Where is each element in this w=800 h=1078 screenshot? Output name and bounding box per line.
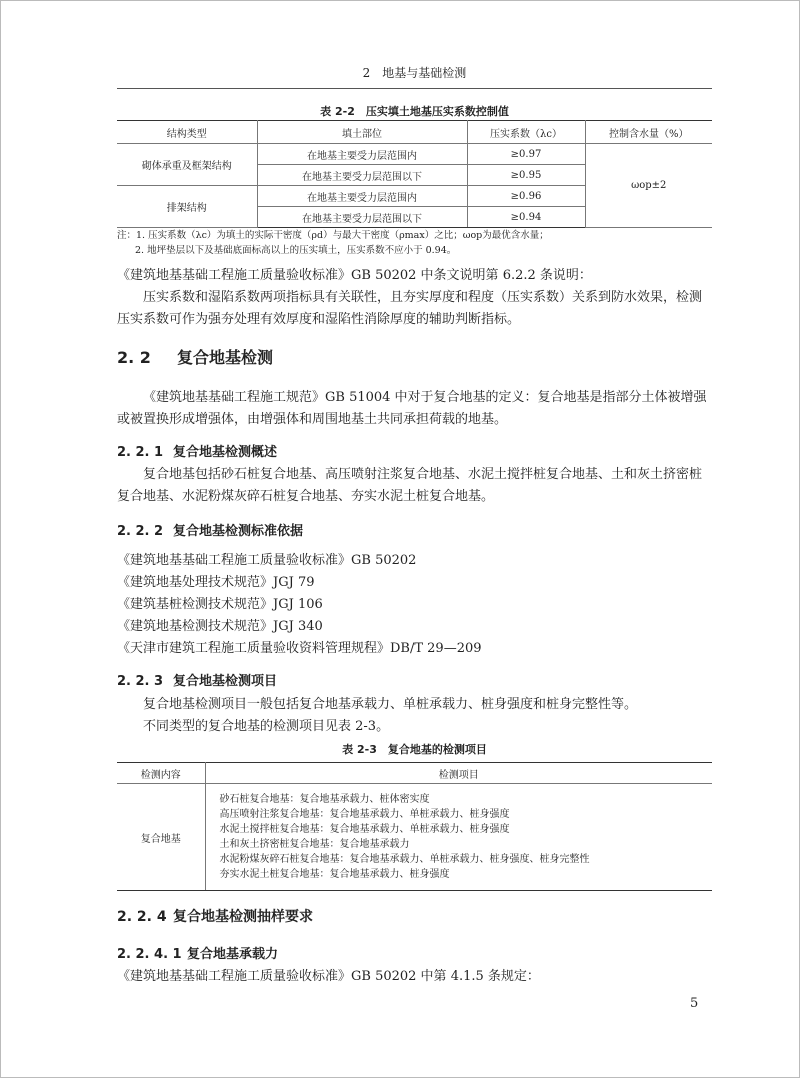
running-header: 2 地基与基础检测 xyxy=(362,66,467,80)
position-cell: 在地基主要受力层范围以下 xyxy=(257,207,467,228)
position-cell: 在地基主要受力层范围内 xyxy=(257,144,467,165)
paragraph: 复合地基包括砂石桩复合地基、高压喷射注浆复合地基、水泥土搅拌桩复合地基、土和灰土挤密桩复合地基、水泥粉煤灰碎石桩复合地基、夯实水泥土桩复合地基。 xyxy=(117,467,703,504)
paragraph: 压实系数和湿陷系数两项指标具有关联性，且夯实厚度和程度（压实系数）关系到防水效果，检测压实系数可作为强夯处理有效厚度和湿陷性消除厚度的辅助判断指标。 xyxy=(117,290,703,327)
header-cell: 结构类型 xyxy=(117,121,257,144)
header-cell: 压实系数（λc） xyxy=(467,121,585,144)
section-heading-2-2-1 xyxy=(117,441,277,460)
table-notes xyxy=(117,228,712,258)
structure-type-cell: 砌体承重及框架结构 xyxy=(117,144,257,186)
section-number: 2. 2. 4. 1 xyxy=(117,947,182,962)
section-heading-2-2 xyxy=(117,345,273,368)
coefficient-cell: ≥0.95 xyxy=(467,165,585,186)
section-heading-2-2-2 xyxy=(117,520,303,539)
item-line: 高压喷射注浆复合地基：复合地基承载力、单桩承载力、桩身强度 xyxy=(219,809,510,820)
category-cell: 复合地基 xyxy=(117,784,205,891)
standards-list xyxy=(117,550,712,660)
table-row xyxy=(117,144,712,165)
coefficient-cell: ≥0.94 xyxy=(467,207,585,228)
item-line: 水泥粉煤灰碎石桩复合地基：复合地基承载力、单桩承载力、桩身强度、桩身完整性 xyxy=(219,854,590,865)
page-number: 5 xyxy=(690,996,699,1011)
note-2: 2. 地坪垫层以下及基础底面标高以上的压实填土，压实系数不应小于 0.94。 xyxy=(135,245,457,256)
table-header-row xyxy=(117,121,712,144)
table-2-2 xyxy=(117,120,712,228)
note-1: 注：1. 压实系数（λc）为填土的实际干密度（ρd）与最大干密度（ρmax）之比；ωop为最优含水量； xyxy=(117,230,549,241)
water-content-cell: ωop±2 xyxy=(585,144,712,228)
coefficient-cell: ≥0.97 xyxy=(467,144,585,165)
section-heading-2-2-4 xyxy=(117,906,313,926)
list-item: 《建筑地基处理技术规范》JGJ 79 xyxy=(117,575,315,590)
paragraph: 《建筑地基基础工程施工质量验收标准》GB 50202 中条文说明第 6.2.2 条说明： xyxy=(117,268,592,283)
section-title: 复合地基检测项目 xyxy=(173,674,278,689)
table-2-2-title: 表 2-2 压实填土地基压实系数控制值 xyxy=(320,105,509,118)
list-item: 《天津市建筑工程施工质量验收资料管理规程》DB/T 29—209 xyxy=(117,641,482,656)
list-item: 《建筑基桩检测技术规范》JGJ 106 xyxy=(117,597,323,612)
paragraph-line: 不同类型的复合地基的检测项目见表 2-3。 xyxy=(143,719,390,734)
structure-type-cell: 排架结构 xyxy=(117,186,257,228)
section-number: 2. 2 xyxy=(117,348,151,367)
position-cell: 在地基主要受力层范围内 xyxy=(257,186,467,207)
section-number: 2. 2. 1 xyxy=(117,445,164,460)
list-item: 《建筑地基基础工程施工质量验收标准》GB 50202 xyxy=(117,553,417,568)
coefficient-cell: ≥0.96 xyxy=(467,186,585,207)
section-title: 复合地基检测 xyxy=(177,348,274,367)
table-2-3 xyxy=(117,762,712,891)
item-line: 水泥土搅拌桩复合地基：复合地基承载力、单桩承载力、桩身强度 xyxy=(219,824,510,835)
table-row xyxy=(117,784,712,891)
item-line: 土和灰土挤密桩复合地基：复合地基承载力 xyxy=(219,839,410,850)
list-item: 《建筑地基检测技术规范》JGJ 340 xyxy=(117,619,323,634)
paragraph-line: 复合地基检测项目一般包括复合地基承载力、单桩承载力、桩身强度和桩身完整性等。 xyxy=(143,697,638,712)
table-header-row xyxy=(117,763,712,784)
section-title: 复合地基承载力 xyxy=(187,947,279,962)
header-cell: 检测内容 xyxy=(117,763,205,784)
header-cell: 填土部位 xyxy=(257,121,467,144)
section-heading-2-2-3 xyxy=(117,670,277,689)
items-cell xyxy=(205,784,712,891)
section-number: 2. 2. 4 xyxy=(117,909,167,925)
position-cell: 在地基主要受力层范围以下 xyxy=(257,165,467,186)
section-number: 2. 2. 2 xyxy=(117,524,164,539)
item-line: 夯实水泥土桩复合地基：复合地基承载力、桩身强度 xyxy=(219,869,450,880)
paragraph: 《建筑地基基础工程施工规范》GB 51004 中对于复合地基的定义：复合地基是指部分土体被增强或被置换形成增强体，由增强体和周围地基土共同承担荷载的地基。 xyxy=(117,390,707,427)
section-title: 复合地基检测标准依据 xyxy=(173,524,304,539)
table-2-3-title: 表 2-3 复合地基的检测项目 xyxy=(342,743,487,756)
header-cell: 控制含水量（%） xyxy=(585,121,712,144)
paragraph: 《建筑地基基础工程施工质量验收标准》GB 50202 中第 4.1.5 条规定： xyxy=(117,969,540,984)
header-divider xyxy=(117,88,712,89)
section-title: 复合地基检测概述 xyxy=(173,445,278,460)
header-cell: 检测项目 xyxy=(205,763,712,784)
paragraph xyxy=(117,694,712,738)
section-heading-2-2-4-1 xyxy=(117,943,278,962)
section-title: 复合地基检测抽样要求 xyxy=(173,909,313,925)
section-number: 2. 2. 3 xyxy=(117,674,164,689)
item-line: 砂石桩复合地基：复合地基承载力、桩体密实度 xyxy=(219,794,430,805)
